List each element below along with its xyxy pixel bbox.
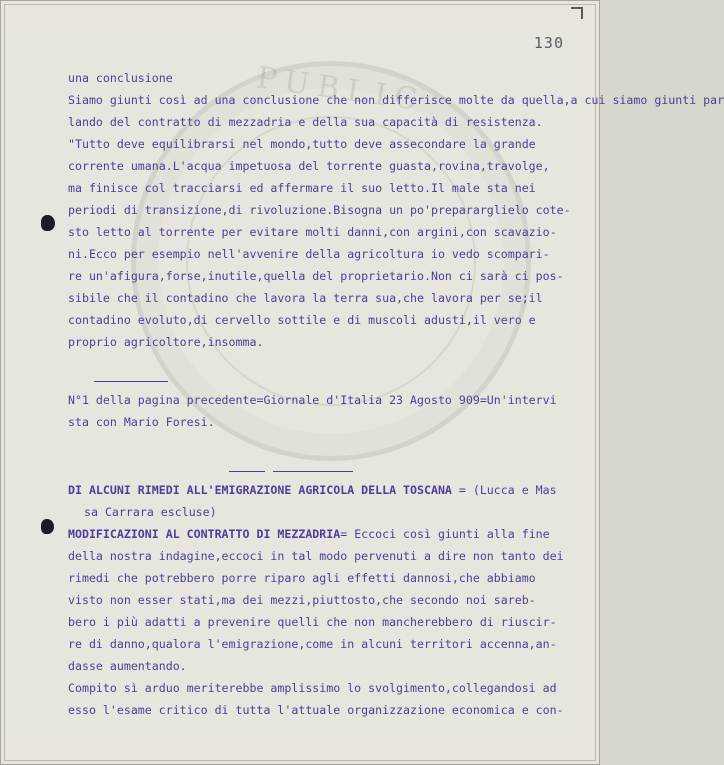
text-line: contadino evoluto,di cervello sottile e di muscoli adusti,il vero e <box>68 313 536 327</box>
text-line: sto letto al torrente per evitare molti danni,con argini,con scavazio- <box>68 225 557 239</box>
text-line: una conclusione <box>68 71 173 85</box>
text-line: re di danno,qualora l'emigrazione,come in alcuni territori accenna,an- <box>68 637 557 651</box>
text-line: corrente umana.L'acqua impetuosa del torrente guasta,rovina,travolge, <box>68 159 550 173</box>
footnote-line: sta con Mario Foresi. <box>68 415 215 429</box>
text-line: dasse aumentando. <box>68 659 187 673</box>
text-line: della nostra indagine,eccoci in tal modo pervenuti a dire non tanto dei <box>68 549 564 563</box>
section-heading-line <box>68 479 568 501</box>
ink-blot <box>41 215 55 231</box>
text-line: proprio agricoltore,insomma. <box>68 335 264 349</box>
section-heading-title: DI ALCUNI RIMEDI ALL'EMIGRAZIONE AGRICOLA DELLA TOSCANA <box>68 483 452 497</box>
text-line: visto non esser stati,ma dei mezzi,piuttosto,che secondo noi sareb- <box>68 593 536 607</box>
ink-blot <box>41 519 54 534</box>
section-heading <box>68 479 568 545</box>
text-line: sibile che il contadino che lavora la terra sua,che lavora per se;il <box>68 291 543 305</box>
watermark-text: PUBLIC <box>254 60 428 119</box>
subheading-suffix: = Eccoci così giunti alla fine <box>340 527 550 541</box>
section-heading-line-2: sa Carrara escluse) <box>84 505 217 519</box>
subheading-title: MODIFICAZIONI AL CONTRATTO DI MEZZADRIA <box>68 527 341 541</box>
text-line: Siamo giunti così ad una conclusione che non differisce molte da quella,a cui siamo giunti par <box>68 93 724 107</box>
text-line: rimedi che potrebbero porre riparo agli effetti dannosi,che abbiamo <box>68 571 536 585</box>
text-line: bero i più adatti a prevenire quelli che non mancherebbero di riuscir- <box>68 615 557 629</box>
section-separator <box>273 471 353 472</box>
page-number: 130 <box>533 34 564 52</box>
corner-mark <box>571 7 583 19</box>
text-line: ni.Ecco per esempio nell'avvenire della agricoltura io vedo scompari- <box>68 247 550 261</box>
text-line: lando del contratto di mezzadria e della sua capacità di resistenza. <box>68 115 543 129</box>
paragraph-block-1 <box>68 67 724 353</box>
text-line: "Tutto deve equilibrarsi nel mondo,tutto deve assecondare la grande <box>68 137 536 151</box>
text-line: esso l'esame critico di tutta l'attuale organizzazione economica e con- <box>68 703 564 717</box>
text-line: Compito sì arduo meriterebbe amplissimo lo svolgimento,collegandosi ad <box>68 681 557 695</box>
subheading-line <box>68 523 568 545</box>
section-heading-suffix: = (Lucca e Mas <box>451 483 557 497</box>
text-line: re un'afigura,forse,inutile,quella del proprietario.Non ci sarà ci pos- <box>68 269 564 283</box>
text-line: ma finisce col tracciarsi ed affermare il suo letto.Il male sta nei <box>68 181 536 195</box>
paragraph-block-2 <box>68 545 568 721</box>
footnote-separator <box>94 381 168 382</box>
footnote-line: N°1 della pagina precedente=Giornale d'Italia 23 Agosto 909=Un'intervi <box>68 393 557 407</box>
text-line: periodi di transizione,di rivoluzione.Bisogna un po'prepararglielo cote- <box>68 203 571 217</box>
section-separator <box>229 471 265 472</box>
footnote <box>68 389 568 433</box>
